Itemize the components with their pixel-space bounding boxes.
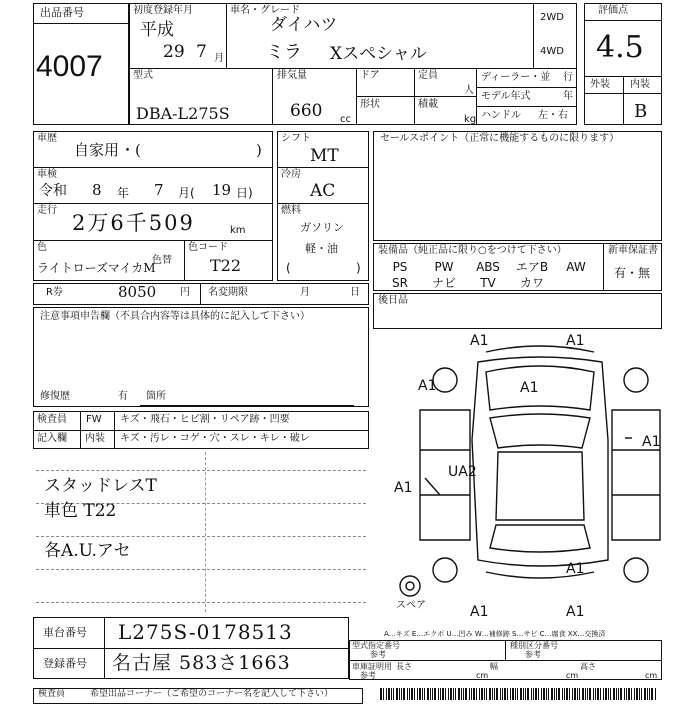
inspector-label: 検査員 [37,414,67,425]
repair-label: 修復歴 [40,391,70,402]
fw-label: FW [86,414,102,425]
designation-ref: 参考 [370,650,386,659]
barcode [380,688,660,700]
first-reg-month-unit: 月 [214,53,224,64]
diagram-mark-front-left: A1 [470,333,489,349]
dealer-mark: 行 [563,72,573,83]
ac-label: 冷房 [281,169,301,180]
equipment-item: SR [392,276,408,290]
color-change-label: 色替 [152,255,172,266]
lot-number: 4007 [36,50,103,83]
diagram-mark-rear-right-quarter: A1 [566,561,585,577]
recycle-box [33,283,369,305]
first-reg-month: 7 [196,42,207,62]
recycle-label: R券 [46,287,63,298]
cert-label: 車庫証明用 [352,662,392,671]
score-label: 評価点 [598,5,628,16]
height-unit: cm [645,671,658,680]
history-paren-close: ) [256,141,262,159]
warranty-label: 新車保証書 [608,245,658,256]
exterior-label: 外装 [590,79,610,90]
handle-label: ハンドル [481,110,521,121]
interior-label: 内装 [630,79,650,90]
repair-value: 有 [118,391,128,402]
fuel-label: 燃料 [281,205,301,216]
entry-label: 記入欄 [37,433,67,444]
fw-items: キズ・飛石・ヒビ割・リペア跡・凹要 [120,414,290,425]
width-label: 幅 [490,662,498,671]
notes-box [33,307,369,407]
remark-line-1: スタッドレスT [44,476,157,496]
car-model: ミラ [266,42,302,63]
remark-line-2: 車色 T22 [44,501,117,521]
km-unit: km [230,225,246,236]
color-code-label: 色コード [188,242,228,253]
cc-unit: cc [340,114,351,125]
model-year-unit: 年 [563,91,573,102]
sales-point-box [373,131,662,241]
fuel-value: ガソリン [300,221,344,234]
person-unit: 人 [464,85,474,96]
dealer-label: ディーラー・並 [481,72,551,83]
diagram-mark-rear-right: A1 [566,604,585,620]
mileage-value: 2万6千509 [72,211,195,235]
repair-place: 箇所 [146,391,166,402]
type-label: 型式 [133,70,153,81]
equipment-item: AW [566,260,586,274]
notes-label: 注意事項申告欄（不具合内容等は具体的に記入して下さい） [40,311,310,322]
diagram-mark-front-right: A1 [566,333,585,349]
diagram-mark-right-door: A1 [642,434,661,450]
kg-unit: kg [464,114,477,125]
car-name-label: 車名・グレード [230,5,300,16]
designation-label: 型式指定番号 [352,641,400,650]
first-reg-era: 平成 [140,20,174,40]
color-label: 色 [37,242,47,253]
ac-value: AC [310,181,336,201]
equipment-item: PS [392,260,408,274]
chassis-value: L275S-0178513 [118,620,293,644]
door-label: ドア [360,70,380,81]
inspection-day: 19 [212,181,232,199]
equipment-item: エアB [515,260,549,274]
history-label: 車歴 [37,133,57,144]
history-paren-open: ・( [120,141,141,159]
inspection-era: 令和 [39,183,67,199]
diagram-mark-rear-left: A1 [470,604,489,620]
cc-label: 排気量 [277,70,307,81]
mileage-label: 走行 [37,205,57,216]
shift-label: シフト [281,133,311,144]
deadline-day-unit: 日 [350,287,360,298]
fuel-diesel: 軽・油 [305,242,338,255]
deadline-label: 名変期限 [208,287,248,298]
equipment-item: ABS [476,260,500,274]
type-value: DBA-L275S [136,104,230,123]
category-ref: 参考 [525,650,541,659]
footer-note: 希望出品コーナー（ご希望のコーナー名を記入して下さい） [90,689,334,699]
inspection-month: 7 [154,181,164,199]
model-year-label: モデル年式 [481,91,531,102]
car-maker: ダイハツ [270,15,338,35]
equipment-item: ナビ [431,276,456,290]
color-value: ライトローズマイカM [37,261,156,275]
recycle-unit: 円 [180,287,190,298]
interior-items: キズ・汚レ・コゲ・穴・スレ・キレ・破レ [120,433,310,444]
handle-value: 左・右 [538,110,568,121]
footer-inspector-label: 検査員 [38,689,66,699]
recycle-value: 8050 [118,283,157,301]
diagram-mark-left-door: A1 [394,480,413,496]
height-label: 高さ [580,662,596,671]
warranty-value: 有・無 [614,266,651,280]
length-label: 長さ [396,662,412,671]
diagram-mark-hood: A1 [520,380,539,396]
sales-point-label: セールスポイント（正常に機能するものに限ります） [380,133,620,144]
remark-line-3: 各A.U.アセ [44,541,131,561]
category-label: 種別区分番号 [510,641,558,650]
cc-value: 660 [290,101,323,121]
equipment-item: カワ [519,276,544,290]
equipment-item: TV [480,276,496,290]
shape-label: 形状 [360,99,380,110]
shift-value: MT [310,146,339,166]
drive-4wd: 4WD [540,46,564,57]
reg-value: 名古屋 583さ1663 [112,652,291,674]
first-reg-label: 初度登録年月 [133,5,193,16]
equipment-item: PW [434,260,454,274]
inspection-label: 車検 [37,169,57,180]
cert-ref: 参考 [360,671,376,680]
inspection-year: 8 [92,181,102,199]
car-grade: Xスペシャル [330,44,427,64]
width-unit: cm [566,671,579,680]
interior-grade: B [634,101,648,122]
deadline-month-unit: 月 [300,287,310,298]
load-label: 積載 [418,99,438,110]
later-entry-label: 後日品 [378,295,408,306]
drive-2wd: 2WD [540,12,564,23]
color-code-value: T22 [210,256,242,275]
fuel-paren-open: ( [286,261,291,275]
score-value: 4.5 [596,30,644,65]
history-value: 自家用 [74,141,120,159]
inspection-month-unit: 月( [178,186,195,200]
damage-legend: A…キズ E…エクボ U…凹み W…補修跡 S…サビ C…腐食 XX…交換済 [384,630,606,638]
length-unit: cm [476,671,489,680]
later-entry-box [373,293,662,329]
lot-label: 出品番号 [40,6,84,19]
chassis-label: 車台番号 [43,626,87,639]
inspection-year-unit: 年 [117,186,130,200]
equipment-label: 装備品（純正品に限り○をつけて下さい） [378,245,567,256]
first-reg-year: 29 [163,42,185,62]
diagram-mark-left-fender: A1 [418,378,437,394]
capacity-label: 定員 [418,70,438,81]
reg-label: 登録番号 [43,657,87,670]
inspection-day-unit: 日) [236,186,253,200]
fuel-paren-close: ) [356,261,361,275]
diagram-mark-roof: UA2 [448,464,477,480]
interior-inspect-label: 内装 [85,433,105,444]
spare-label: スペア [396,600,426,611]
